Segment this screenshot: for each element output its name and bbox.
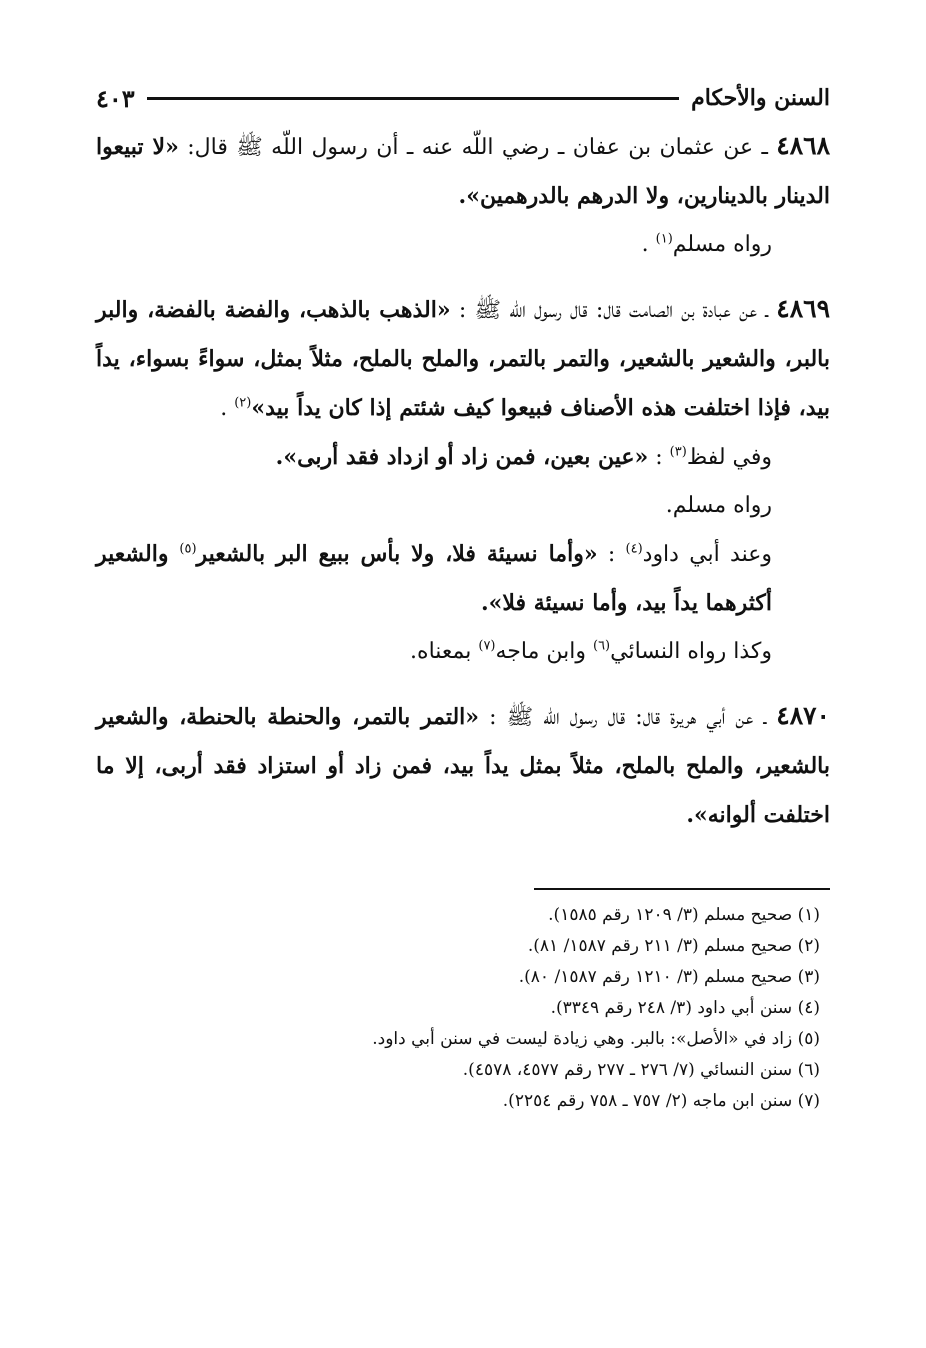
footnote-ref-7: (٧) xyxy=(478,638,496,654)
footnote-6: (٦) سنن النسائي (٧/ ٢٧٦ ـ ٢٧٧ رقم ٤٥٧٧، ٤٥٧٨). xyxy=(462,1060,820,1080)
hadith-4869-also xyxy=(96,628,830,676)
hadith-4869 xyxy=(96,285,830,433)
hadith-intro: ـ عن أبي هريرة قال: قال رسول اللّه ﷺ : xyxy=(479,705,777,730)
running-header xyxy=(96,78,830,118)
footnote-ref-5: (٥) xyxy=(179,541,197,557)
hadith-4870 xyxy=(96,692,830,840)
footnote-ref-2: (٢) xyxy=(234,395,252,411)
footnote-5: (٥) زاد في «الأصل»: بالبر. وهي زيادة ليست في سنن أبي داود. xyxy=(372,1029,820,1049)
footnote-1: (١) صحيح مسلم (٣/ ١٢٠٩ رقم ١٥٨٥). xyxy=(548,905,820,925)
book-page xyxy=(96,78,830,1117)
hadith-quote: «التمر بالتمر، والحنطة بالحنطة، والشعير بالشعير، والملح بالملح، مثلاً بمثل يداً بيد، فمن زاد أو استزاد فقد أربى، إلا ما اختلفت ألوانه». xyxy=(96,704,830,828)
punctuation: . xyxy=(641,232,656,257)
footnote-ref-1: (١) xyxy=(655,231,673,247)
hadith-quote: «لا تبيعوا الدينار بالدينارين، ولا الدرهم بالدرهمين». xyxy=(96,134,830,209)
punctuation: : xyxy=(648,445,670,470)
source-text: رواه مسلم xyxy=(672,232,772,257)
also-text-a: وكذا رواه النسائي xyxy=(610,639,772,664)
footnote-ref-3: (٣) xyxy=(669,444,687,460)
hadith-number: ٤٨٦٨ xyxy=(776,131,830,160)
header-rule xyxy=(147,97,679,100)
hadith-4869-variant xyxy=(96,433,830,482)
punctuation: . xyxy=(220,396,235,421)
hadith-number: ٤٨٧٠ xyxy=(776,701,830,730)
hadith-4868 xyxy=(96,122,830,221)
also-text-c: بمعناه. xyxy=(410,639,479,664)
footnotes xyxy=(96,888,830,1117)
hadith-4868-source xyxy=(96,221,830,269)
hadith-quote: «الذهب بالذهب، والفضة بالفضة، والبر بالبر، والشعير بالشعير، والتمر بالتمر، والملح بالملح، مثلاً بمثل، سواءً بسواء، يداً بيد، فإذا اختلفت هذه الأصناف فبيعوا كيف شئتم إذا كان يداً بيد» xyxy=(96,297,830,421)
punctuation: : xyxy=(597,542,626,567)
hadith-4869-variant-source xyxy=(96,482,830,530)
page-number: ٤٠٣ xyxy=(96,83,135,113)
source-text: رواه مسلم. xyxy=(665,493,772,518)
footnote-7: (٧) سنن ابن ماجه (٢/ ٧٥٧ ـ ٧٥٨ رقم ٢٢٥٤). xyxy=(502,1091,820,1111)
running-title: السنن والأحكام xyxy=(691,85,830,111)
footnote-rule xyxy=(534,888,830,890)
hadith-intro: ـ عن عبادة بن الصامت قال: قال رسول اللّه ﷺ : xyxy=(450,298,777,323)
footnote-ref-4: (٤) xyxy=(625,541,643,557)
variant-quote: «عين بعين، فمن زاد أو ازداد فقد أربى». xyxy=(275,444,649,470)
footnote-2: (٢) صحيح مسلم (٣/ ٢١١ رقم ١٥٨٧/ ٨١). xyxy=(527,936,820,956)
hadith-intro: ـ عن عثمان بن عفان ـ رضي اللّه عنه ـ أن رسول اللّه ﷺ قال: xyxy=(178,135,777,160)
variant-prefix: وفي لفظ xyxy=(686,445,772,470)
footnote-3: (٣) صحيح مسلم (٣/ ١٢١٠ رقم ١٥٨٧/ ٨٠). xyxy=(518,967,820,987)
hadith-4869-abudawud xyxy=(96,530,830,628)
also-text-b: وابن ماجه xyxy=(495,639,593,664)
abudawud-quote-part-b: والشعير أكثرهما يداً بيد، وأما نسيئة فلا». xyxy=(96,541,772,616)
footnote-4: (٤) سنن أبي داود (٣/ ٢٤٨ رقم ٣٣٤٩). xyxy=(550,998,820,1018)
abudawud-quote-part-a: «وأما نسيئة فلا، ولا بأس ببيع البر بالشعير xyxy=(196,541,598,567)
abudawud-prefix: وعند أبي داود xyxy=(642,542,772,567)
footnote-ref-6: (٦) xyxy=(592,638,611,654)
hadith-number: ٤٨٦٩ xyxy=(776,294,830,323)
